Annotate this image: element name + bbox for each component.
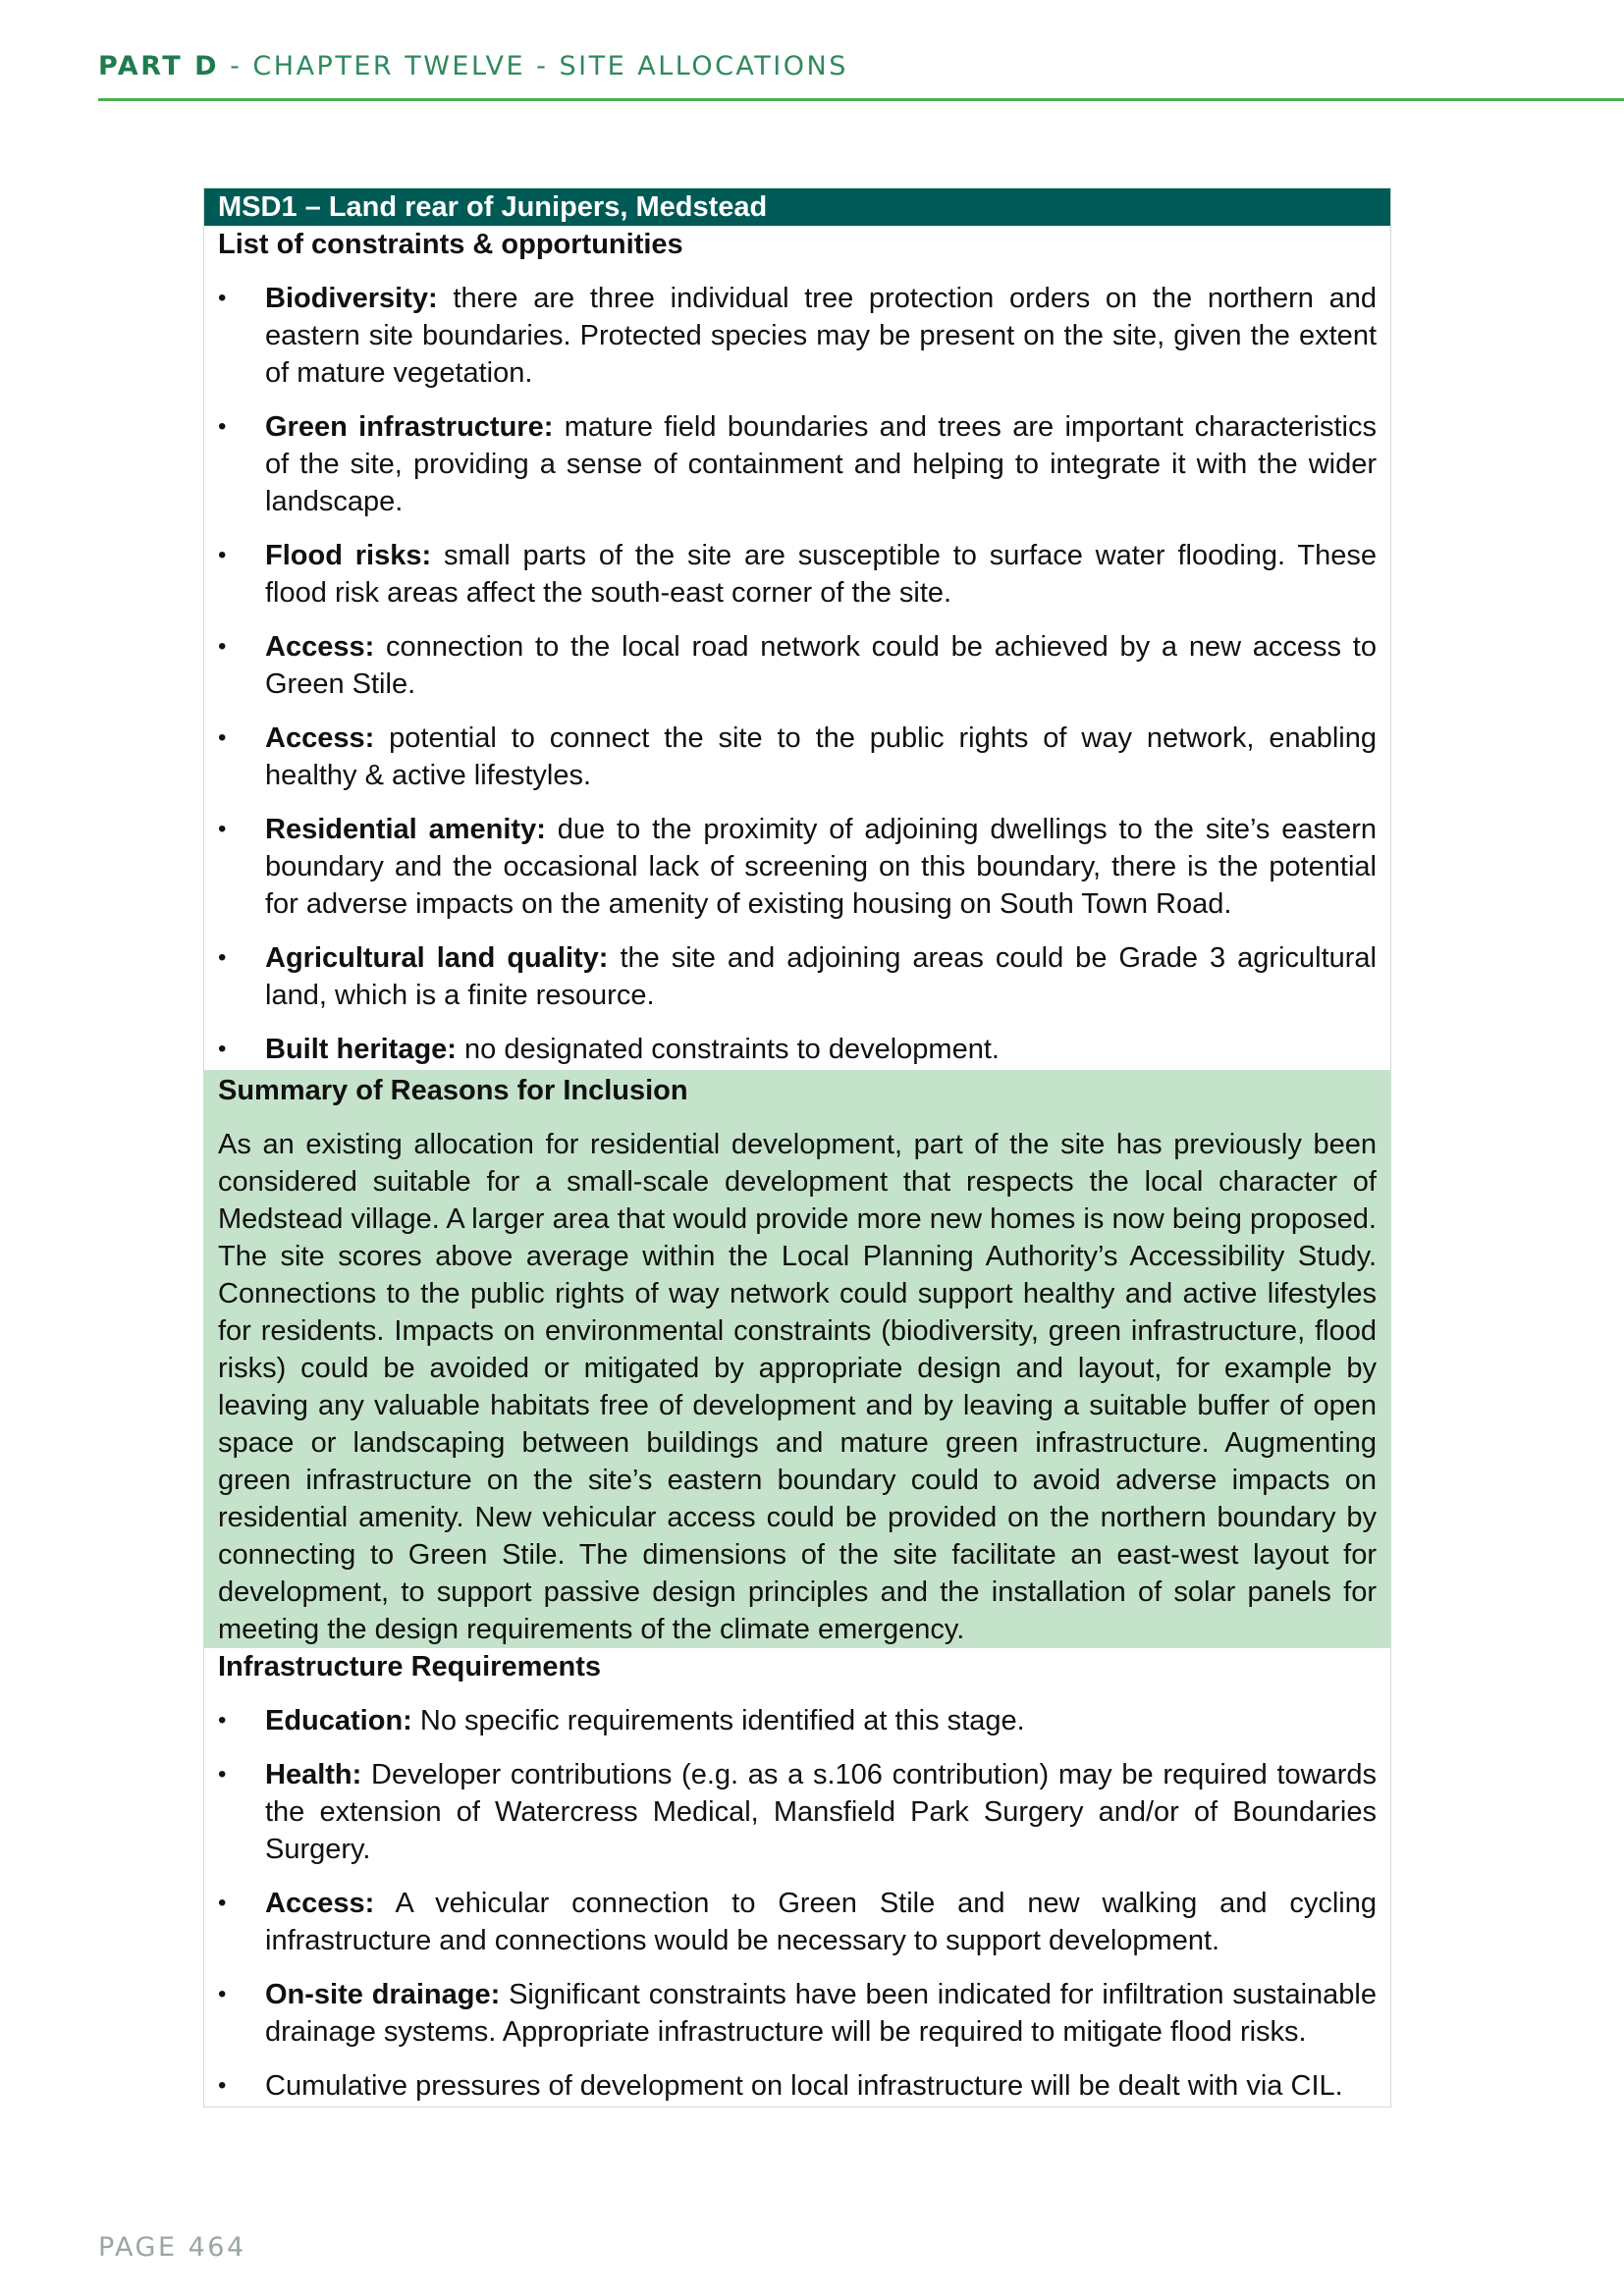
- summary-paragraph: As an existing allocation for residential development, part of the site has previously been considered suitable for a small-scale development that respects the local character of Medstead village. A larger area that would provide more new homes is now being proposed. The site scores above average within the Local Planning Authority’s Accessibility Study. Connections to the public rights of way network could support healthy and active lifestyles for residents. Impacts on environmental constraints (biodiversity, green infrastructure, flood risks) could be avoided or mitigated by appropriate design and layout, for example by leaving any valuable habitats free of development and by leaving a suitable buffer of open space or landscaping between buildings and mature green infrastructure. Augmenting green infrastructure on the site’s eastern boundary could to avoid adverse impacts on residential amenity. New vehicular access could be provided on the northern boundary by connecting to Green Stile. The dimensions of the site facilitate an east-west layout for development, to support passive design principles and the installation of solar panels for meeting the design requirements of the climate emergency.: [218, 1129, 1377, 1645]
- constraint-item: [218, 811, 1377, 923]
- item-label: On-site drainage:: [265, 1979, 501, 2010]
- item-text: there are three individual tree protection orders on the northern and eastern site boundaries. Protected species may be present on the site, given the extent of mature vegetation.: [265, 283, 1377, 389]
- item-text: due to the proximity of adjoining dwellings to the site’s eastern boundary and the occasional lack of screening on this boundary, there is the potential for adverse impacts on the amenity of existing housing on South Town Road.: [265, 814, 1377, 920]
- constraint-item: [218, 280, 1377, 392]
- item-label: Access:: [265, 1888, 375, 1919]
- constraints-heading: List of constraints & opportunities: [218, 229, 683, 260]
- constraint-item: [218, 408, 1377, 520]
- infrastructure-item: [218, 1976, 1377, 2051]
- item-text: Cumulative pressures of development on local infrastructure will be dealt with via CIL.: [265, 2070, 1343, 2102]
- summary-section: [204, 1070, 1390, 1648]
- bullet-icon: •: [218, 1036, 227, 1062]
- running-header: [98, 51, 848, 81]
- bullet-icon: •: [218, 1981, 227, 2007]
- item-text: the site and adjoining areas could be Grade 3 agricultural land, which is a finite resource.: [265, 942, 1377, 1011]
- constraint-item: [218, 537, 1377, 612]
- infrastructure-heading: Infrastructure Requirements: [218, 1651, 601, 1682]
- infrastructure-item: [218, 1702, 1377, 1739]
- bullet-icon: •: [218, 1707, 227, 1734]
- infrastructure-item: [218, 1885, 1377, 1959]
- header-rule: [98, 98, 1624, 101]
- bullet-icon: •: [218, 2072, 227, 2099]
- bullet-icon: •: [218, 413, 227, 440]
- site-allocation-table: [203, 187, 1391, 2108]
- item-label: Health:: [265, 1759, 362, 1790]
- item-label: Access:: [265, 631, 375, 663]
- bullet-icon: •: [218, 724, 227, 751]
- item-label: Residential amenity:: [265, 814, 546, 845]
- item-text: small parts of the site are susceptible to surface water flooding. These flood risk areas affect the south-east corner of the site.: [265, 540, 1378, 609]
- constraint-item: [218, 1031, 1377, 1068]
- site-title: MSD1 – Land rear of Junipers, Medstead: [204, 188, 1390, 226]
- item-text: Developer contributions (e.g. as a s.106 contribution) may be required towards the extension of Watercress Medical, Mansfield Park Surgery and/or of Boundaries Surgery.: [265, 1759, 1377, 1865]
- constraint-item: [218, 720, 1377, 794]
- bullet-icon: •: [218, 633, 227, 660]
- item-text: no designated constraints to development.: [456, 1034, 1000, 1065]
- item-label: Access:: [265, 722, 375, 754]
- constraints-list: [204, 280, 1390, 1070]
- item-label: Flood risks:: [265, 540, 432, 571]
- header-chapter: - CHAPTER TWELVE - SITE ALLOCATIONS: [219, 51, 848, 81]
- bullet-icon: •: [218, 1761, 227, 1788]
- item-text: Significant constraints have been indicated for infiltration sustainable drainage systems. Appropriate infrastructure will be required to mitigate flood risks.: [265, 1979, 1377, 2048]
- bullet-icon: •: [218, 816, 227, 842]
- header-part: PART D: [98, 51, 220, 81]
- item-text: potential to connect the site to the public rights of way network, enabling healthy & active lifestyles.: [265, 722, 1377, 791]
- infrastructure-list: [204, 1702, 1390, 2107]
- bullet-icon: •: [218, 285, 227, 311]
- item-text: No specific requirements identified at this stage.: [411, 1705, 1025, 1736]
- item-label: Agricultural land quality:: [265, 942, 609, 974]
- item-text: mature field boundaries and trees are important characteristics of the site, providing a sense of containment and helping to integrate it with the wider landscape.: [265, 411, 1377, 517]
- bullet-icon: •: [218, 944, 227, 971]
- summary-heading: Summary of Reasons for Inclusion: [218, 1075, 688, 1106]
- constraint-item: [218, 628, 1377, 703]
- page-number: PAGE 464: [98, 2232, 246, 2263]
- bullet-icon: •: [218, 542, 227, 568]
- item-text: A vehicular connection to Green Stile and new walking and cycling infrastructure and connections would be necessary to support development.: [265, 1888, 1377, 1956]
- item-label: Education:: [265, 1705, 412, 1736]
- infrastructure-item: [218, 1756, 1377, 1868]
- item-label: Biodiversity:: [265, 283, 438, 314]
- bullet-icon: •: [218, 1890, 227, 1916]
- constraint-item: [218, 939, 1377, 1014]
- item-label: Green infrastructure:: [265, 411, 554, 443]
- infrastructure-item: [218, 2067, 1377, 2105]
- item-label: Built heritage:: [265, 1034, 457, 1065]
- item-text: connection to the local road network could be achieved by a new access to Green Stile.: [265, 631, 1377, 700]
